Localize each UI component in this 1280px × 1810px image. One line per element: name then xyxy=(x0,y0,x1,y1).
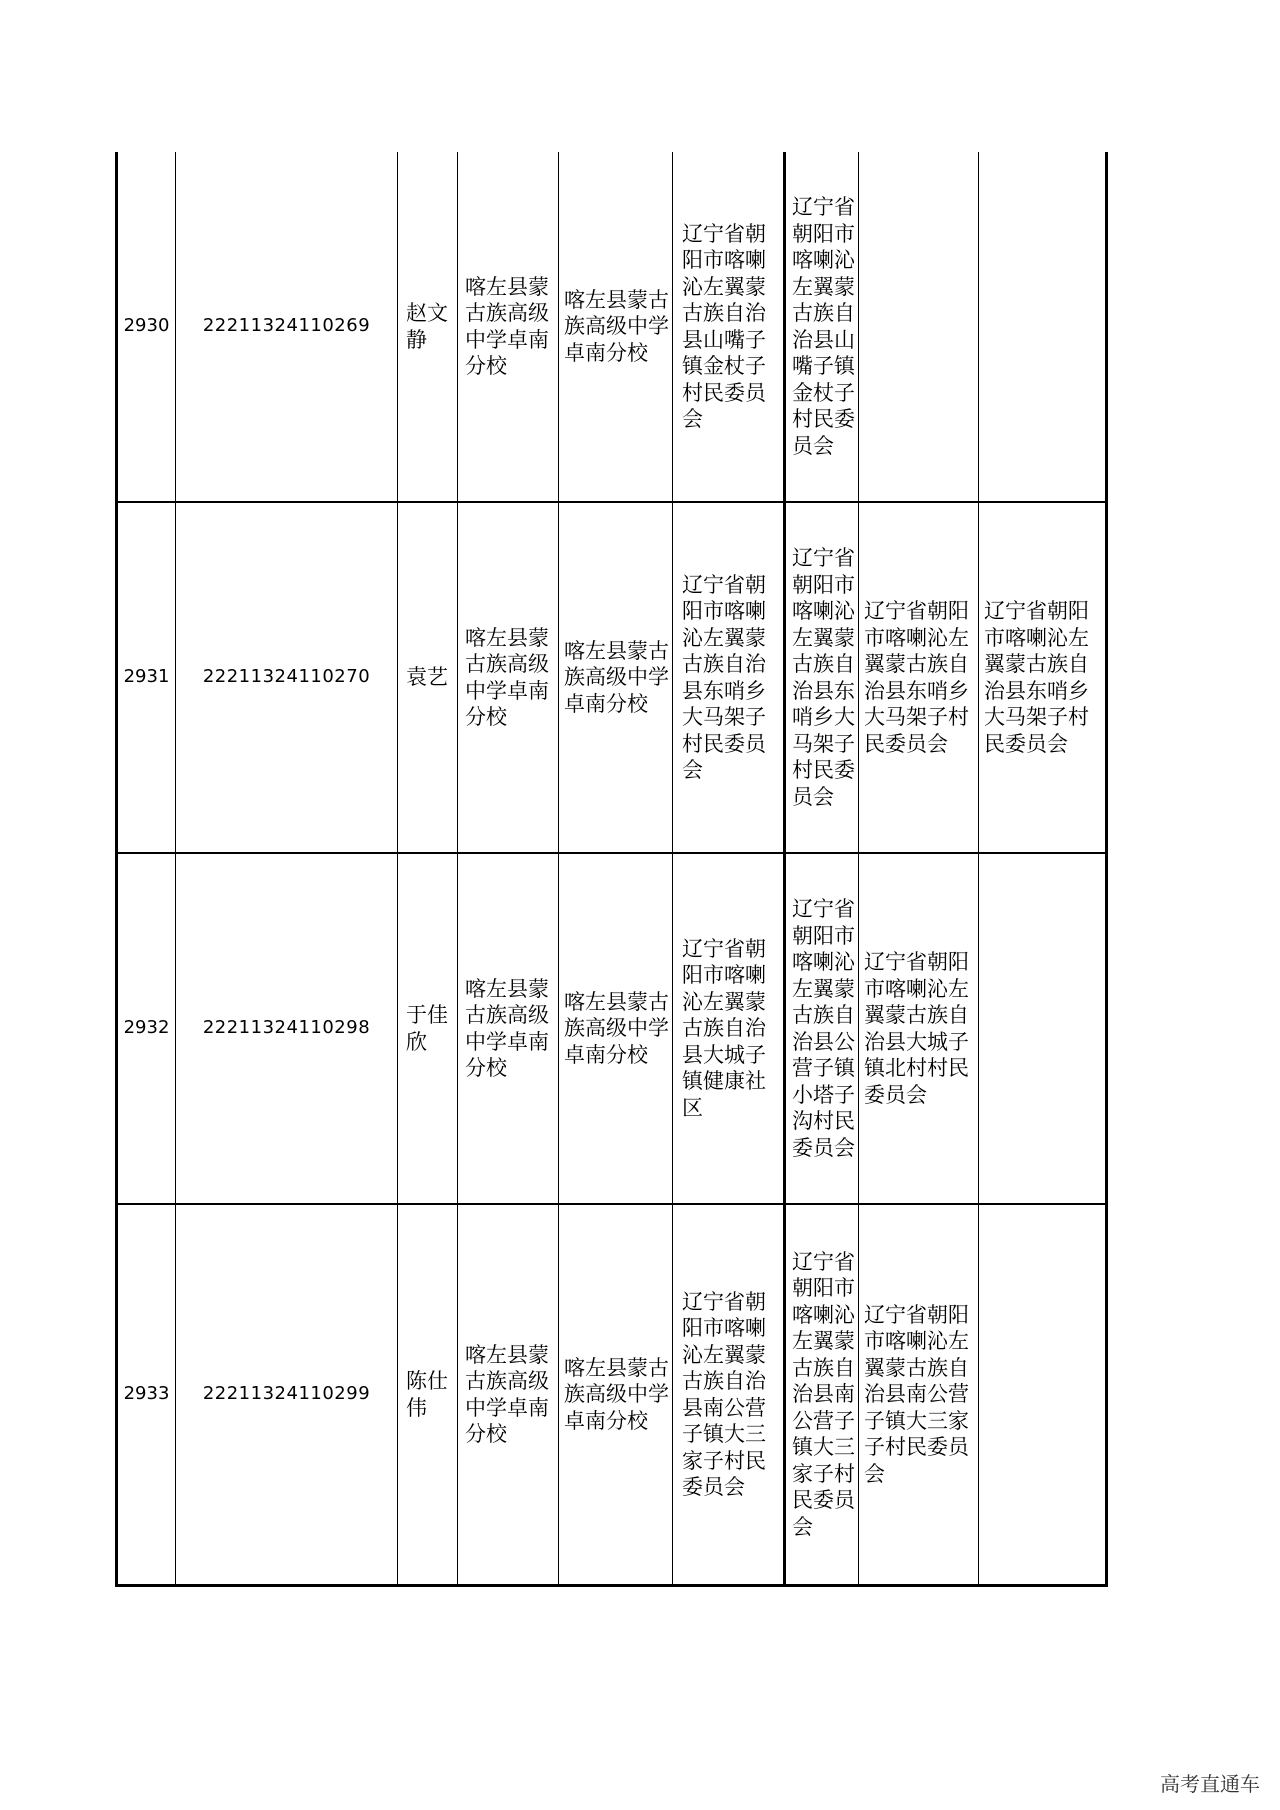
table-row xyxy=(118,1205,1105,1584)
candidate-id: 22211324110298 xyxy=(176,854,398,1203)
row-index: 2932 xyxy=(118,854,176,1203)
school-cell: 喀左县蒙古族高级中学卓南分校 xyxy=(458,152,559,501)
address-cell xyxy=(859,152,979,501)
data-table xyxy=(115,152,1108,1587)
address-cell: 辽宁省朝阳市喀喇沁左翼蒙古族自治县东哨乡大马架子村民委员会 xyxy=(859,503,979,852)
address-cell: 辽宁省朝阳市喀喇沁左翼蒙古族自治县大城子镇健康社区 xyxy=(673,854,784,1203)
school-cell: 喀左县蒙古族高级中学卓南分校 xyxy=(559,1205,673,1584)
address-cell: 辽宁省朝阳市喀喇沁左翼蒙古族自治县东哨乡大马架子村民委员会 xyxy=(984,599,1089,756)
table-row xyxy=(118,854,1105,1205)
candidate-id: 22211324110269 xyxy=(176,152,398,501)
school-cell: 喀左县蒙古族高级中学卓南分校 xyxy=(458,1205,559,1584)
watermark-text: 高考直通车 xyxy=(1160,1772,1260,1796)
address-cell: 辽宁省朝阳市喀喇沁左翼蒙古族自治县东哨乡大马架子村民委员会 xyxy=(784,503,859,852)
school-cell: 喀左县蒙古族高级中学卓南分校 xyxy=(458,854,559,1203)
candidate-name: 陈仕伟 xyxy=(398,1205,458,1584)
candidate-name: 于佳欣 xyxy=(398,854,458,1203)
school-cell: 喀左县蒙古族高级中学卓南分校 xyxy=(559,503,673,852)
row-index: 2933 xyxy=(118,1205,176,1584)
row-index: 2930 xyxy=(118,152,176,501)
table-row xyxy=(118,503,1105,854)
row-index: 2931 xyxy=(118,503,176,852)
address-cell: 辽宁省朝阳市喀喇沁左翼蒙古族自治县南公营子镇大三家子村民委员会 xyxy=(784,1205,859,1584)
address-cell xyxy=(979,1205,1105,1584)
address-cell xyxy=(979,152,1105,501)
school-cell: 喀左县蒙古族高级中学卓南分校 xyxy=(458,503,559,852)
candidate-id: 22211324110270 xyxy=(176,503,398,852)
address-cell xyxy=(979,854,1105,1203)
address-cell: 辽宁省朝阳市喀喇沁左翼蒙古族自治县山嘴子镇金杖子村民委员会 xyxy=(673,152,784,501)
candidate-id: 22211324110299 xyxy=(176,1205,398,1584)
table-row xyxy=(118,152,1105,503)
address-cell: 辽宁省朝阳市喀喇沁左翼蒙古族自治县山嘴子镇金杖子村民委员会 xyxy=(784,152,859,501)
candidate-name: 袁艺 xyxy=(398,503,458,852)
candidate-name: 赵文静 xyxy=(398,152,458,501)
address-cell: 辽宁省朝阳市喀喇沁左翼蒙古族自治县东哨乡大马架子村民委员会 xyxy=(673,503,784,852)
address-cell: 辽宁省朝阳市喀喇沁左翼蒙古族自治县南公营子镇大三家子村民委员会 xyxy=(673,1205,784,1584)
address-cell: 辽宁省朝阳市喀喇沁左翼蒙古族自治县南公营子镇大三家子村民委员会 xyxy=(859,1205,979,1584)
address-cell: 辽宁省朝阳市喀喇沁左翼蒙古族自治县公营子镇小塔子沟村民委员会 xyxy=(784,854,859,1203)
address-cell: 辽宁省朝阳市喀喇沁左翼蒙古族自治县大城子镇北村村民委员会 xyxy=(859,854,979,1203)
school-cell: 喀左县蒙古族高级中学卓南分校 xyxy=(559,152,673,501)
school-cell: 喀左县蒙古族高级中学卓南分校 xyxy=(559,854,673,1203)
